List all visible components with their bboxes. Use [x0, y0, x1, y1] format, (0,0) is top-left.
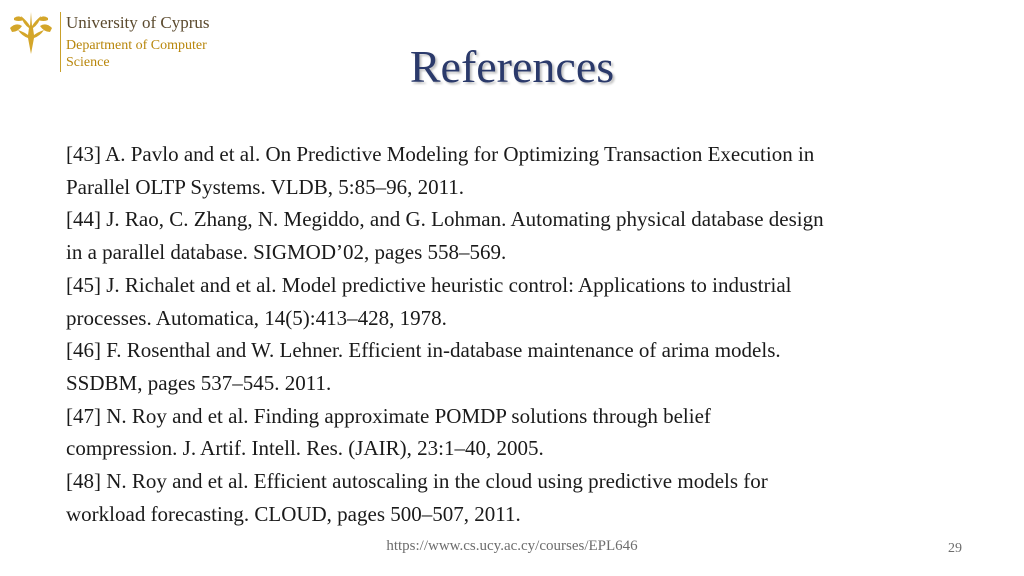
slide-title: References — [409, 41, 615, 92]
reference-item: [43] A. Pavlo and et al. On Predictive Modeling for Optimizing Transaction Execution in Parallel OLTP Systems. VLDB, 5:85–96, 2011. — [66, 142, 815, 199]
reference-item: [45] J. Richalet and et al. Model predictive heuristic control: Applications to industrial processes. Automatica, 14(5):413–428, 1978. — [66, 272, 792, 330]
reference-item: [44] J. Rao, C. Zhang, N. Megiddo, and G. Lohman. Automating physical database design in a parallel database. SIGMOD’02, pages 558–569. — [66, 207, 824, 265]
reference-list — [66, 138, 826, 530]
reference-item: [48] N. Roy and et al. Efficient autoscaling in the cloud using predictive models for workload forecasting. CLOUD, pages 500–507, 2011. — [66, 469, 768, 526]
department-name: Department of Computer Science — [66, 38, 207, 70]
page-number: 29 — [948, 541, 962, 556]
university-name: University of Cyprus — [66, 13, 210, 32]
footer-url[interactable]: https://www.cs.ucy.ac.cy/courses/EPL646 — [386, 538, 638, 554]
reference-item: [47] N. Roy and et al. Finding approximate POMDP solutions through belief compression. J. Artif. Intell. Res. (JAIR), 23:1–40, 2005. — [66, 403, 711, 461]
reference-item: [46] F. Rosenthal and W. Lehner. Efficient in-database maintenance of arima models. SSDBM, pages 537–545. 2011. — [66, 338, 781, 395]
